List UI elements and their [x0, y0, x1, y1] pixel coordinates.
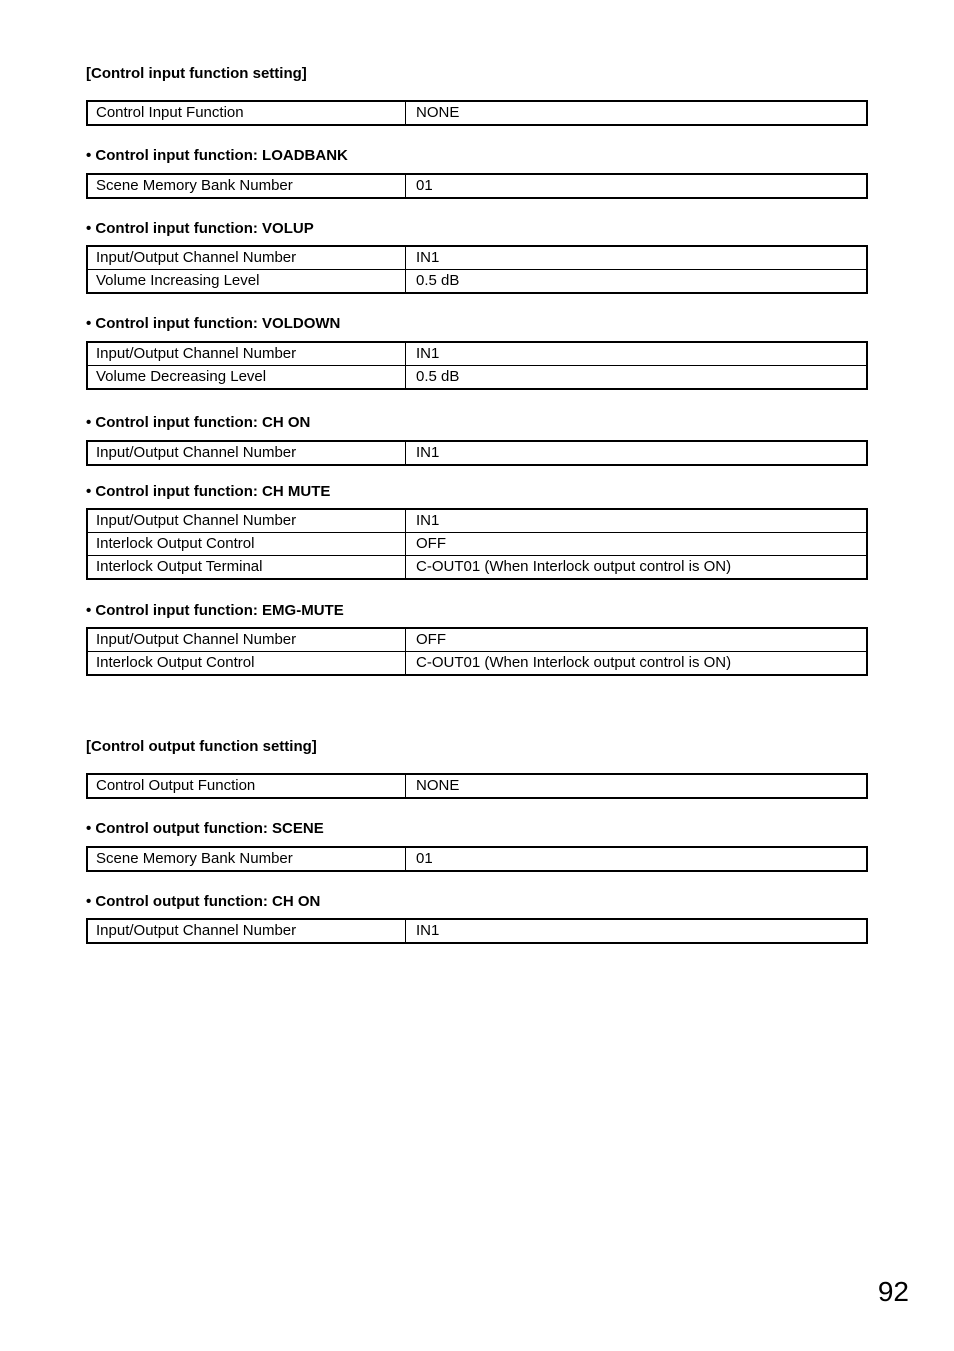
ch-mute-heading: • Control input function: CH MUTE — [86, 483, 331, 500]
table-row — [87, 174, 867, 198]
table-row — [87, 847, 867, 871]
loadbank-table — [86, 173, 868, 199]
setting-label: Control Output Function — [87, 774, 406, 798]
setting-label: Scene Memory Bank Number — [87, 847, 406, 871]
volup-heading: • Control input function: VOLUP — [86, 220, 314, 237]
setting-value: C-OUT01 (When Interlock output control is ON) — [406, 652, 868, 676]
ch-on-heading: • Control input function: CH ON — [86, 414, 311, 431]
table-row — [87, 441, 867, 465]
setting-value: NONE — [406, 101, 868, 125]
control-input-function-table — [86, 100, 868, 126]
setting-value: OFF — [406, 533, 868, 556]
table-row — [87, 919, 867, 943]
emg-mute-table — [86, 627, 868, 676]
emg-mute-heading: • Control input function: EMG-MUTE — [86, 602, 344, 619]
table-row — [87, 533, 867, 556]
control-output-function-table — [86, 773, 868, 799]
table-row — [87, 101, 867, 125]
setting-label: Input/Output Channel Number — [87, 509, 406, 533]
setting-label: Scene Memory Bank Number — [87, 174, 406, 198]
table-row — [87, 509, 867, 533]
setting-label: Input/Output Channel Number — [87, 919, 406, 943]
setting-value: IN1 — [406, 509, 868, 533]
setting-value: NONE — [406, 774, 868, 798]
setting-value: OFF — [406, 628, 868, 652]
setting-value: C-OUT01 (When Interlock output control is ON) — [406, 556, 868, 580]
setting-value: IN1 — [406, 441, 868, 465]
setting-label: Input/Output Channel Number — [87, 441, 406, 465]
ch-mute-table — [86, 508, 868, 580]
setting-value: 0.5 dB — [406, 366, 868, 390]
input-section-title: [Control input function setting] — [86, 65, 307, 82]
ch-on-table — [86, 440, 868, 466]
output-ch-on-table — [86, 918, 868, 944]
table-row — [87, 652, 867, 676]
setting-value: IN1 — [406, 246, 868, 270]
setting-label: Volume Increasing Level — [87, 270, 406, 294]
setting-label: Interlock Output Control — [87, 533, 406, 556]
table-row — [87, 774, 867, 798]
page-number: 92 — [877, 1276, 909, 1307]
setting-value: 01 — [406, 847, 868, 871]
scene-heading: • Control output function: SCENE — [86, 820, 324, 837]
loadbank-heading: • Control input function: LOADBANK — [86, 147, 348, 164]
setting-value: IN1 — [406, 919, 868, 943]
volup-table — [86, 245, 868, 294]
setting-value: IN1 — [406, 342, 868, 366]
table-row — [87, 628, 867, 652]
scene-table — [86, 846, 868, 872]
voldown-table — [86, 341, 868, 390]
setting-value: 01 — [406, 174, 868, 198]
voldown-heading: • Control input function: VOLDOWN — [86, 315, 341, 332]
setting-label: Control Input Function — [87, 101, 406, 125]
setting-label: Volume Decreasing Level — [87, 366, 406, 390]
setting-label: Input/Output Channel Number — [87, 246, 406, 270]
table-row — [87, 556, 867, 580]
setting-label: Input/Output Channel Number — [87, 342, 406, 366]
table-row — [87, 270, 867, 294]
setting-label: Input/Output Channel Number — [87, 628, 406, 652]
table-row — [87, 366, 867, 390]
table-row — [87, 246, 867, 270]
setting-label: Interlock Output Terminal — [87, 556, 406, 580]
output-section-title: [Control output function setting] — [86, 738, 317, 755]
setting-value: 0.5 dB — [406, 270, 868, 294]
table-row — [87, 342, 867, 366]
output-ch-on-heading: • Control output function: CH ON — [86, 893, 321, 910]
setting-label: Interlock Output Control — [87, 652, 406, 676]
